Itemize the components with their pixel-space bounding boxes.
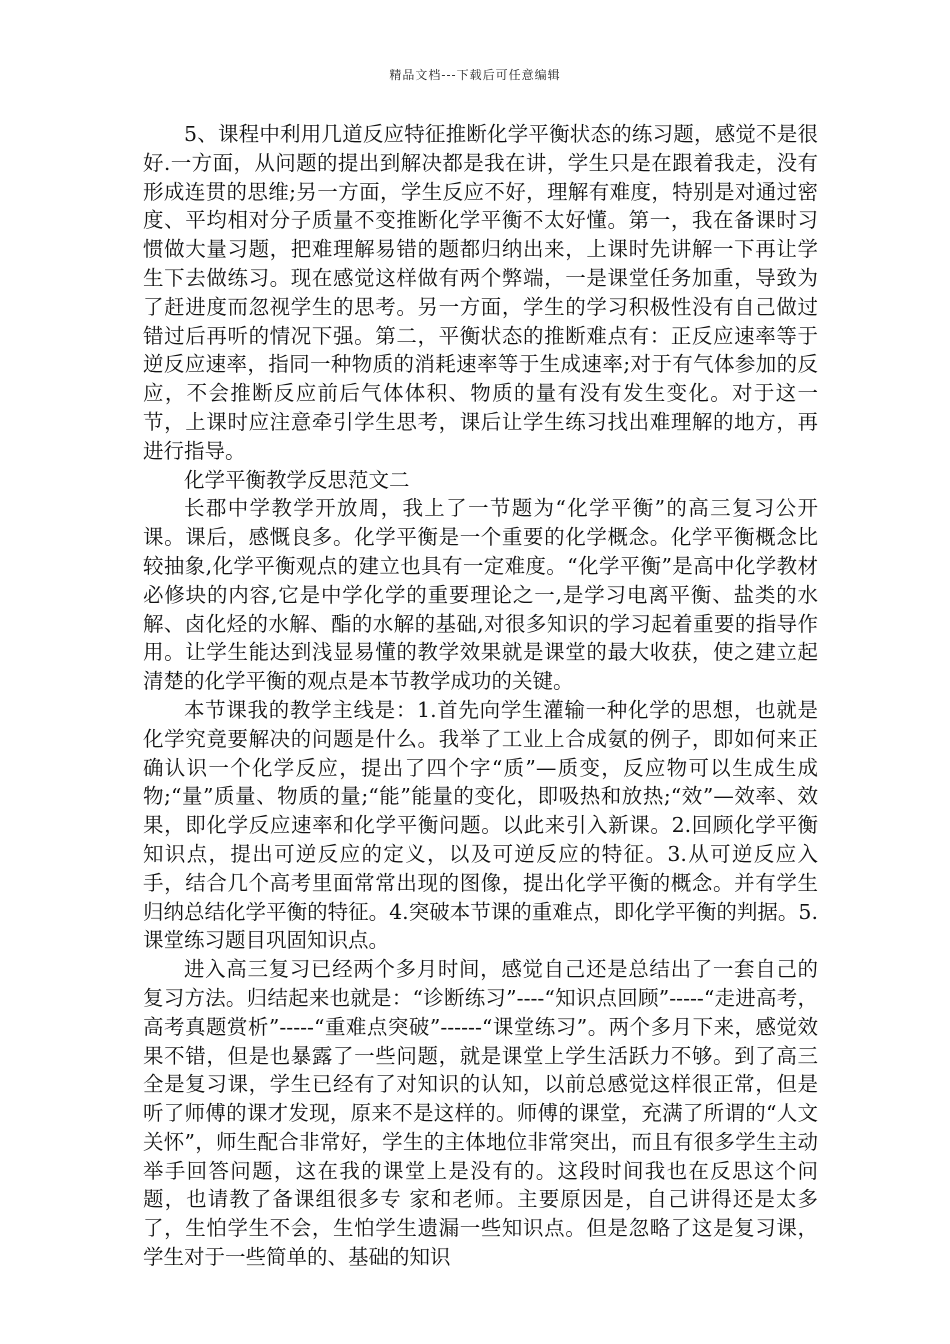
paragraph-teaching-mainline: 本节课我的教学主线是：1.首先向学生灌输一种化学的思想，也就是化学究竟要解决的问题是什么。我举了工业上合成氨的例子，即如何来正确认识一个化学反应，提出了四个字“质”—质变，反应物可以生成生成物;“量”质量、物质的量;“能”能量的变化，即吸热和放热;“效”—效率、效果，即化学反应速率和化学平衡问题。以此来引入新课。2.回顾化学平衡知识点，提出可逆反应的定义，以及可逆反应的特征。3.从可逆反应入手，结合几个高考里面常常出现的图像，提出化学平衡的概念。并有学生归纳总结化学平衡的特征。4.突破本节课的重难点，即化学平衡的判据。5.课堂练习题目巩固知识点。 [143,697,818,953]
document-body [143,120,818,1272]
paragraph-reflection-5: 5、课程中利用几道反应特征推断化学平衡状态的练习题，感觉不是很好.一方面，从问题的提出到解决都是我在讲，学生只是在跟着我走，没有形成连贯的思维;另一方面，学生反应不好，理解有难度，特别是对通过密度、平均相对分子质量不变推断化学平衡不太好懂。第一，我在备课时习惯做大量习题，把难理解易错的题都归纳出来，上课时先讲解一下再让学生下去做练习。现在感觉这样做有两个弊端，一是课堂任务加重，导致为了赶进度而忽视学生的思考。另一方面，学生的学习积极性没有自己做过错过后再听的情况下强。第二，平衡状态的推断难点有：正反应速率等于逆反应速率，指同一种物质的消耗速率等于生成速率;对于有气体参加的反应，不会推断反应前后气体体积、物质的量有没有发生变化。对于这一节，上课时应注意牵引学生思考，课后让学生练习找出难理解的地方，再进行指导。 [143,122,818,463]
section-heading: 化学平衡教学反思范文二 [184,467,410,492]
paragraph-intro: 长郡中学教学开放周，我上了一节题为“化学平衡”的高三复习公开课。课后，感慨良多。化学平衡是一个重要的化学概念。化学平衡概念比较抽象,化学平衡观点的建立也具有一定难度。“化学平衡”是高中化学教材必修块的内容,它是中学化学的重要理论之一,是学习电离平衡、盐类的水解、卤化烃的水解、酯的水解的基础,对很多知识的学习起着重要的指导作用。让学生能达到浅显易懂的教学效果就是课堂的最大收获，使之建立起清楚的化学平衡的观点是本节教学成功的关键。 [143,496,818,694]
page-header: 精品文档---下载后可任意编辑 [389,68,561,82]
paragraph-review-method: 进入高三复习已经两个多月时间，感觉自己还是总结出了一套自己的复习方法。归结起来也就是：“诊断练习”----“知识点回顾”-----“走进高考，高考真题赏析”-----“重难点突破”------“课堂练习”。两个多月下来，感觉效果不错，但是也暴露了一些问题，就是课堂上学生活跃力不够。到了高三全是复习课，学生已经有了对知识的认知，以前总感觉这样很正常，但是听了师傅的课才发现，原来不是这样的。师傅的课堂，充满了所谓的“人文关怀”，师生配合非常好，学生的主体地位非常突出，而且有很多学生主动举手回答问题，这在我的课堂上是没有的。这段时间我也在反思这个问题，也请教了备课组很多专 家和老师。主要原因是，自己讲得还是太多了，生怕学生不会，生怕学生遗漏一些知识点。但是忽略了这是复习课，学生对于一些简单的、基础的知识 [143,957,818,1270]
